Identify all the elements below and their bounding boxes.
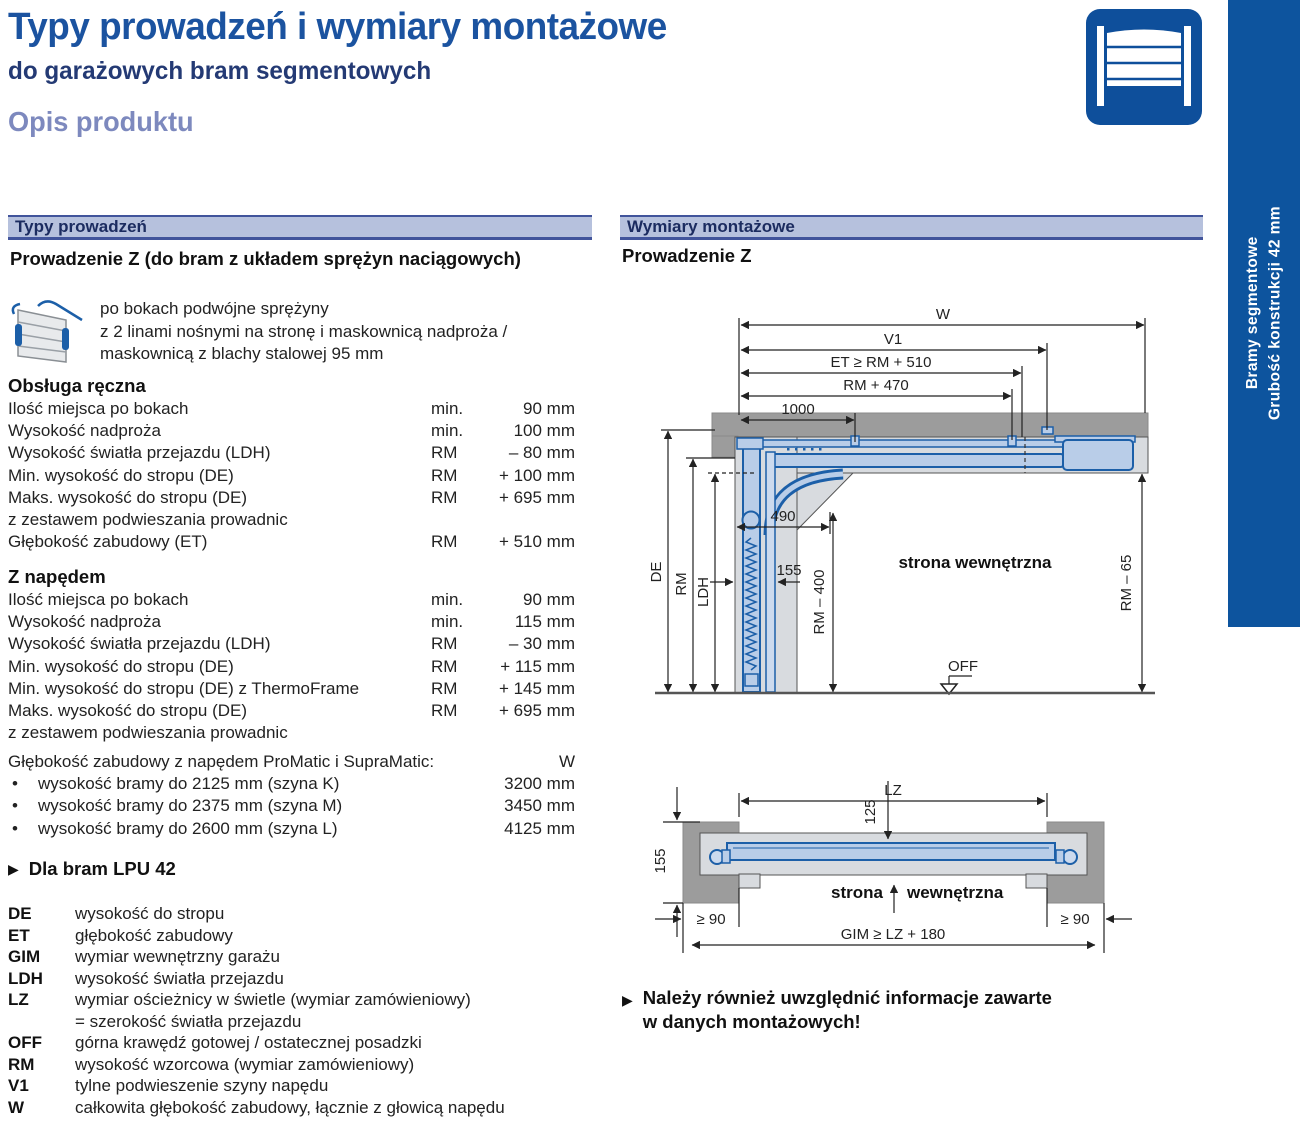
depth-value: 4125 mm bbox=[504, 818, 575, 838]
abbreviation-legend bbox=[8, 903, 588, 1118]
mounting-data-note bbox=[622, 986, 1052, 1034]
legend-term: V1 bbox=[8, 1076, 29, 1095]
edge-tab-text bbox=[1242, 206, 1287, 420]
inside-label-1: strona bbox=[831, 883, 883, 902]
track-z-intro bbox=[8, 296, 507, 370]
plan-view-diagram bbox=[615, 755, 1205, 955]
legend-term: LZ bbox=[8, 990, 29, 1009]
legend-row bbox=[8, 1075, 588, 1097]
intro-line3: maskownicą z blachy stalowej 95 mm bbox=[100, 344, 384, 363]
note-line1: Należy również uwzględnić informacje zawarte bbox=[642, 987, 1052, 1008]
depth-item bbox=[8, 818, 575, 840]
dim-v1: V1 bbox=[883, 331, 903, 348]
spec-row bbox=[8, 633, 575, 655]
spec-value: 115 mm bbox=[514, 612, 575, 632]
legend-row bbox=[8, 925, 588, 947]
spec-row bbox=[8, 700, 575, 722]
legend-desc: wysokość wzorcowa (wymiar zamówieniowy) bbox=[75, 1054, 415, 1074]
dim-gim: GIM ≥ LZ + 180 bbox=[840, 926, 946, 943]
dim-rm470: RM + 470 bbox=[843, 377, 909, 394]
spec-row bbox=[8, 722, 575, 744]
legend-term: LDH bbox=[8, 968, 43, 988]
spec-label: Maks. wysokość do stropu (DE) bbox=[8, 701, 248, 721]
side-section-diagram bbox=[615, 290, 1205, 715]
dim-90-left: ≥ 90 bbox=[696, 911, 726, 928]
spec-value: + 510 mm bbox=[498, 532, 575, 552]
spec-ref: min. bbox=[431, 612, 464, 632]
legend-term: W bbox=[8, 1097, 25, 1117]
spec-label: Wysokość światła przejazdu (LDH) bbox=[8, 634, 271, 654]
legend-row bbox=[8, 1054, 588, 1076]
edge-tab-line2: Grubość konstrukcji 42 mm bbox=[1266, 206, 1283, 421]
spec-ref: min. bbox=[431, 421, 464, 441]
bullet-icon: • bbox=[12, 818, 18, 838]
intro-line1: po bokach podwójne sprężyny bbox=[100, 299, 329, 318]
frame-and-panel bbox=[700, 833, 1087, 888]
spec-label: z zestawem podwieszania prowadnic bbox=[8, 510, 288, 530]
spec-ref: RM bbox=[431, 701, 458, 721]
spec-label: Maks. wysokość do stropu (DE) bbox=[8, 487, 248, 507]
dim-rm: RM bbox=[673, 572, 690, 596]
spec-label: Ilość miejsca po bokach bbox=[8, 590, 189, 609]
depth-header-row bbox=[8, 751, 575, 773]
spec-ref: RM bbox=[431, 443, 458, 463]
spec-label: Min. wysokość do stropu (DE) z ThermoFrame bbox=[8, 678, 360, 698]
manual-heading: Obsługa ręczna bbox=[8, 375, 146, 396]
dim-155: 155 bbox=[776, 562, 802, 579]
spec-ref: RM bbox=[431, 634, 458, 654]
spec-ref: RM bbox=[431, 656, 458, 676]
depth-label: wysokość bramy do 2600 mm (szyna L) bbox=[38, 818, 338, 838]
depth-item bbox=[8, 773, 575, 795]
lpu42-text: Dla bram LPU 42 bbox=[28, 858, 176, 879]
bullet-icon: • bbox=[12, 774, 18, 794]
legend-desc: wysokość do stropu bbox=[75, 904, 225, 923]
spec-ref: RM bbox=[431, 487, 458, 507]
legend-desc: tylne podwieszenie szyny napędu bbox=[75, 1076, 329, 1095]
spec-label: Ilość miejsca po bokach bbox=[8, 399, 189, 418]
dim-w: W bbox=[935, 306, 951, 323]
spec-ref: RM bbox=[431, 465, 458, 485]
off-floor-symbol bbox=[941, 658, 978, 694]
legend-term: DE bbox=[8, 904, 32, 923]
spec-value: + 115 mm bbox=[500, 656, 575, 676]
legend-term: GIM bbox=[8, 947, 41, 966]
edge-tab bbox=[1228, 0, 1300, 627]
spec-ref: RM bbox=[431, 532, 458, 552]
dim-1000: 1000 bbox=[781, 401, 815, 418]
dim-rm65: RM – 65 bbox=[1118, 554, 1135, 612]
powered-spec-table bbox=[8, 589, 575, 744]
legend-term: OFF bbox=[8, 1033, 42, 1052]
spec-value: + 100 mm bbox=[498, 465, 575, 485]
depth-w-label: W bbox=[558, 752, 575, 771]
bullet-icon: • bbox=[12, 796, 18, 816]
spec-value: – 80 mm bbox=[508, 443, 575, 463]
spec-ref: min. bbox=[431, 590, 464, 609]
legend-row bbox=[8, 1032, 588, 1054]
dim-rm400: RM – 400 bbox=[811, 569, 828, 635]
spec-value bbox=[483, 509, 575, 531]
manual-spec-table bbox=[8, 398, 575, 553]
legend-desc: wysokość światła przejazdu bbox=[75, 968, 284, 988]
pointer-triangle-icon: ▶ bbox=[8, 860, 19, 877]
legend-row bbox=[8, 946, 588, 968]
lpu42-note bbox=[8, 858, 176, 880]
spec-row bbox=[8, 420, 575, 442]
legend-row bbox=[8, 968, 588, 990]
sectional-door-icon bbox=[1085, 8, 1203, 126]
spec-row bbox=[8, 678, 575, 700]
spec-value: – 30 mm bbox=[508, 634, 575, 654]
spec-value: + 695 mm bbox=[498, 701, 575, 721]
legend-row bbox=[8, 903, 588, 925]
spec-ref bbox=[431, 722, 483, 744]
operator-depth-block bbox=[8, 751, 575, 840]
spec-label: z zestawem podwieszania prowadnic bbox=[8, 723, 288, 743]
dim-490: 490 bbox=[770, 508, 796, 525]
spec-row bbox=[8, 509, 575, 531]
spec-label: Min. wysokość do stropu (DE) bbox=[8, 465, 234, 485]
dim-ldh: LDH bbox=[695, 576, 712, 608]
dim-90-right: ≥ 90 bbox=[1060, 911, 1090, 928]
inside-label-2: wewnętrzna bbox=[907, 883, 1004, 902]
off-label: OFF bbox=[948, 658, 978, 675]
spec-row bbox=[8, 487, 575, 509]
note-line2: w danych montażowych! bbox=[642, 1011, 861, 1032]
spec-row bbox=[8, 442, 575, 464]
legend-desc: wymiar wewnętrzny garażu bbox=[75, 947, 281, 966]
legend-desc: górna krawędź gotowej / ostatecznej posadzki bbox=[75, 1033, 422, 1052]
spec-value: 90 mm bbox=[523, 399, 575, 418]
spec-row bbox=[8, 656, 575, 678]
legend-term: RM bbox=[8, 1054, 35, 1074]
depth-label: wysokość bramy do 2125 mm (szyna K) bbox=[38, 774, 340, 794]
diagram-title: Prowadzenie Z bbox=[622, 245, 752, 266]
dim-125: 125 bbox=[862, 799, 879, 825]
z-track-pictogram-icon bbox=[8, 296, 86, 370]
spec-row bbox=[8, 589, 575, 611]
section-label: Opis produktu bbox=[8, 106, 194, 137]
legend-row bbox=[8, 989, 588, 1032]
depth-item bbox=[8, 795, 575, 817]
spec-value: 90 mm bbox=[523, 590, 575, 609]
inside-label: strona wewnętrzna bbox=[898, 553, 1052, 572]
spec-value: + 145 mm bbox=[498, 678, 575, 698]
section-header-track-types: Typy prowadzeń bbox=[8, 215, 592, 240]
spec-row bbox=[8, 531, 575, 553]
legend-row bbox=[8, 1097, 588, 1119]
spec-value: + 695 mm bbox=[498, 487, 575, 507]
spec-row bbox=[8, 465, 575, 487]
page-title: Typy prowadzeń i wymiary montażowe bbox=[8, 6, 667, 48]
spec-value: 100 mm bbox=[513, 421, 575, 441]
legend-desc-line1: wymiar ościeżnicy w świetle (wymiar zamówieniowy) bbox=[75, 990, 471, 1009]
note-text bbox=[643, 986, 1052, 1034]
dim-de: DE bbox=[648, 561, 665, 583]
spec-value bbox=[483, 722, 575, 744]
legend-term: ET bbox=[8, 925, 30, 945]
dim-et: ET ≥ RM + 510 bbox=[830, 354, 932, 371]
section-header-mounting-dims: Wymiary montażowe bbox=[620, 215, 1203, 240]
spec-row bbox=[8, 398, 575, 420]
legend-desc bbox=[75, 989, 588, 1032]
depth-intro: Głębokość zabudowy z napędem ProMatic i SupraMatic: bbox=[8, 752, 435, 771]
spec-ref bbox=[431, 509, 483, 531]
dim-155-plan: 155 bbox=[652, 848, 669, 874]
spec-ref: RM bbox=[431, 678, 458, 698]
page-subtitle: do garażowych bram segmentowych bbox=[8, 57, 432, 85]
spec-ref: min. bbox=[431, 399, 464, 418]
intro-line2: z 2 linami nośnymi na stronę i maskownicą nadproża / bbox=[100, 321, 508, 341]
depth-label: wysokość bramy do 2375 mm (szyna M) bbox=[38, 796, 343, 816]
depth-value: 3200 mm bbox=[504, 774, 575, 794]
spec-label: Wysokość światła przejazdu (LDH) bbox=[8, 443, 271, 463]
spec-label: Głębokość zabudowy (ET) bbox=[8, 532, 208, 552]
legend-desc: całkowita głębokość zabudowy, łącznie z głowicą napędu bbox=[75, 1097, 505, 1117]
spec-row bbox=[8, 611, 575, 633]
pointer-triangle-icon: ▶ bbox=[622, 992, 633, 1008]
depth-value: 3450 mm bbox=[504, 796, 575, 816]
legend-desc-line2: = szerokość światła przejazdu bbox=[75, 1011, 302, 1031]
legend-desc: głębokość zabudowy bbox=[75, 925, 233, 945]
track-z-description bbox=[100, 296, 507, 370]
edge-tab-line1: Bramy segmentowe bbox=[1243, 237, 1261, 390]
track-z-title: Prowadzenie Z (do bram z układem sprężyn naciągowych) bbox=[10, 248, 521, 269]
dim-lz: LZ bbox=[884, 782, 902, 799]
spec-label: Wysokość nadproża bbox=[8, 612, 161, 632]
powered-heading: Z napędem bbox=[8, 566, 106, 587]
spec-label: Wysokość nadproża bbox=[8, 421, 161, 441]
spec-label: Min. wysokość do stropu (DE) bbox=[8, 656, 234, 676]
